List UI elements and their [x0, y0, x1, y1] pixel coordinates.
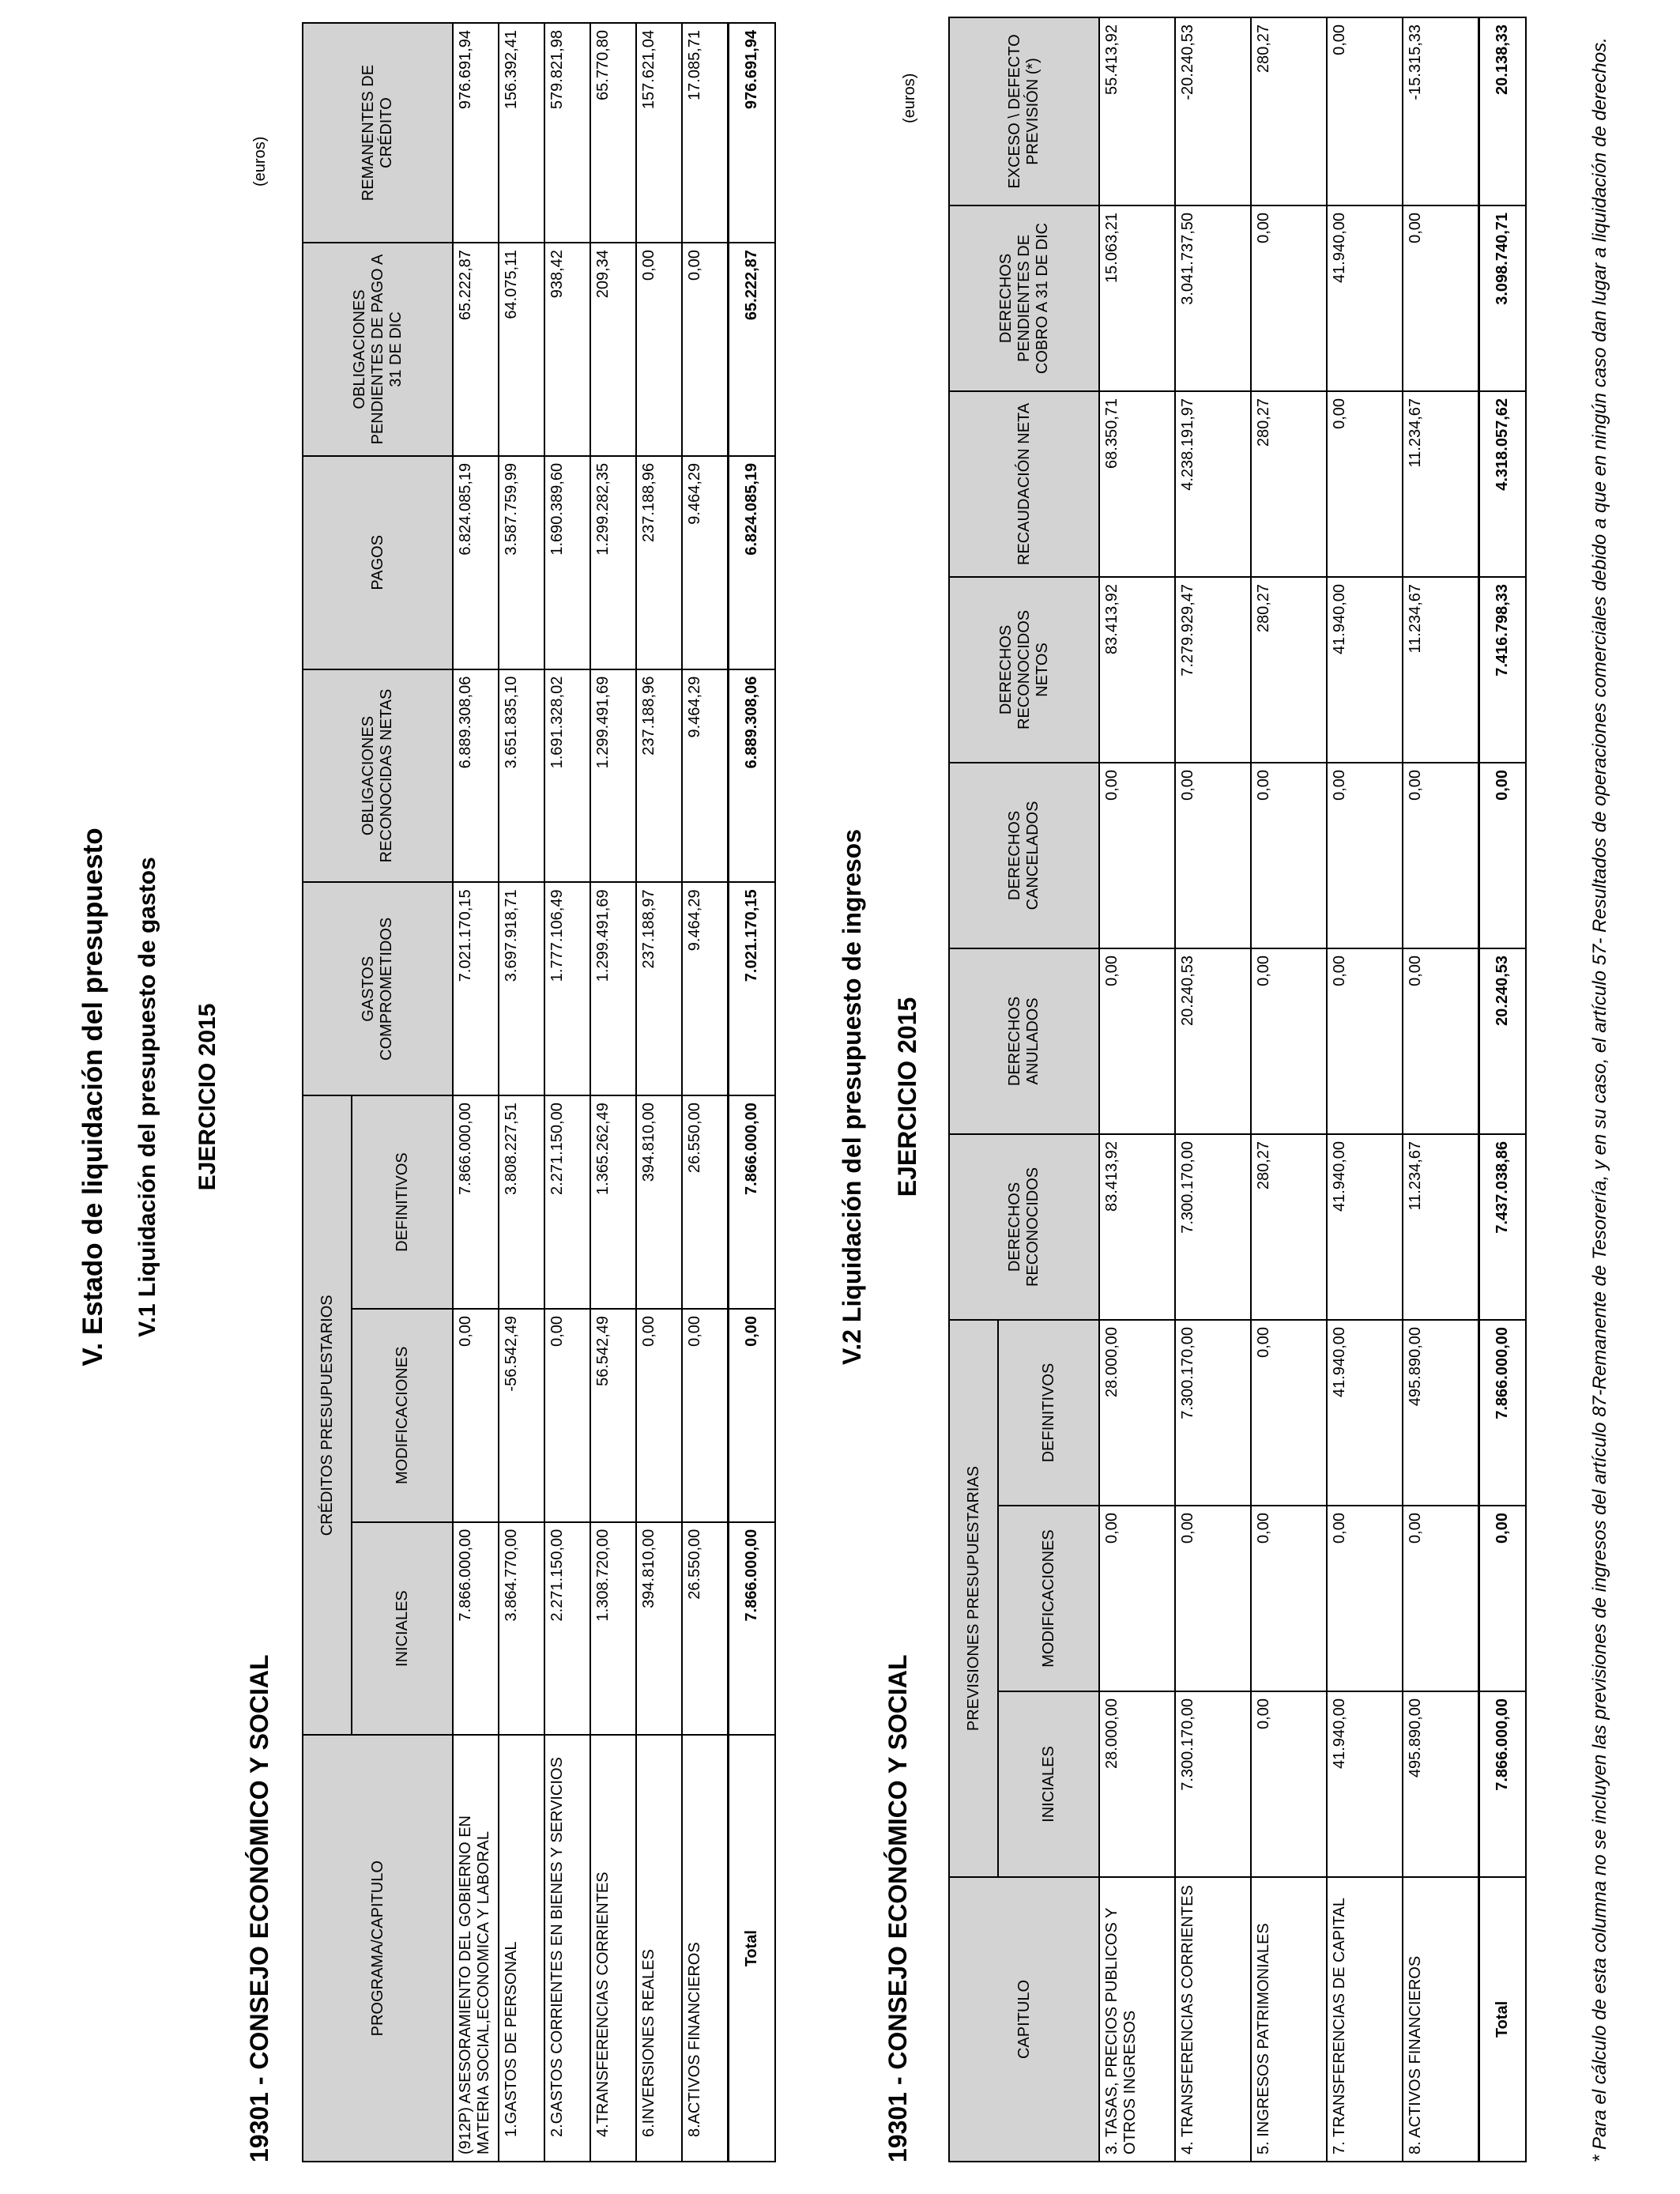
cell-value: 0,00 [636, 1309, 682, 1522]
footnote: * Para el cálculo de esta columna no se incluyen las previsiones de ingresos del artículo 87-Remanente de Tesorería, y en su caso, el artículo 57- Resultados de operaciones comerciales debido a que en ningún caso dan lugar a liquidación de derechos. [1589, 37, 1610, 2162]
cell-value: 0,00 [453, 1309, 499, 1522]
section1-ejercicio: EJERCICIO 2015 [194, 1003, 220, 1191]
cell-value: 68.350,71 [1099, 391, 1175, 577]
table-row [1327, 17, 1403, 2162]
header-exceso-defecto: EXCESO \ DEFECTO PREVISIÓN (*) [949, 17, 1099, 205]
cell-value: 1.299.491,69 [590, 669, 636, 883]
cell-value: 41.940,00 [1327, 1320, 1403, 1506]
total-value: 0,00 [728, 1309, 775, 1522]
cell-value: 56.542,49 [590, 1309, 636, 1522]
document-title: V. Estado de liquidación del presupuesto [77, 827, 108, 1367]
header-recaudacion-neta: RECAUDACIÓN NETA [949, 391, 1099, 577]
total-row [728, 23, 775, 2162]
total-value: 7.416.798,33 [1478, 577, 1526, 763]
cell-value: 9.464,29 [682, 882, 728, 1095]
cell-value: 11.234,67 [1403, 391, 1478, 577]
cell-value: 0,00 [1175, 763, 1251, 948]
header-gastos-comprometidos: GASTOS COMPROMETIDOS [303, 882, 453, 1095]
row-label: (912P) ASESORAMIENTO DEL GOBIERNO EN MATERIA SOCIAL,ECONOMICA Y LABORAL [453, 1735, 499, 2162]
cell-value: 17.085,71 [682, 23, 728, 243]
cell-value: 280,27 [1251, 577, 1327, 763]
section2-units: (euros) [901, 73, 918, 123]
cell-value: 0,00 [1251, 763, 1327, 948]
cell-value: 237.188,96 [636, 456, 682, 669]
table-row [1175, 17, 1251, 2162]
header-derechos-reconocidos: DERECHOS RECONOCIDOS [949, 1134, 1099, 1320]
cell-value: 0,00 [1403, 948, 1478, 1134]
cell-value: 394.810,00 [636, 1095, 682, 1309]
total-value: 0,00 [1478, 1506, 1526, 1691]
cell-value: 0,00 [1327, 948, 1403, 1134]
header-definitivos: DEFINITIVOS [998, 1320, 1099, 1506]
cell-value: 280,27 [1251, 1134, 1327, 1320]
row-label: 6.INVERSIONES REALES [636, 1735, 682, 2162]
cell-value: 3.808.227,51 [499, 1095, 544, 1309]
header-programa: PROGRAMA/CAPITULO [303, 1735, 453, 2162]
section2-title: V.2 Liquidación del presupuesto de ingresos [838, 828, 866, 1366]
header-derechos-netos: DERECHOS RECONOCIDOS NETOS [949, 577, 1099, 763]
cell-value: 495.890,00 [1403, 1691, 1478, 1877]
cell-value: -20.240,53 [1175, 17, 1251, 205]
total-value: 65.222,87 [728, 243, 775, 456]
table-row [682, 23, 728, 2162]
row-label: 1.GASTOS DE PERSONAL [499, 1735, 544, 2162]
total-value: 976.691,94 [728, 23, 775, 243]
cell-value: 579.821,98 [544, 23, 590, 243]
section1-units: (euros) [251, 136, 269, 187]
cell-value: -15.315,33 [1403, 17, 1478, 205]
header-obligaciones-pendientes: OBLIGACIONES PENDIENTES DE PAGO A 31 DE DIC [303, 243, 453, 456]
cell-value: 976.691,94 [453, 23, 499, 243]
cell-value: 6.824.085,19 [453, 456, 499, 669]
cell-value: 0,00 [682, 1309, 728, 1522]
header-iniciales: INICIALES [352, 1522, 453, 1736]
cell-value: 7.300.170,00 [1175, 1320, 1251, 1506]
table-row [1099, 17, 1175, 2162]
row-label: 2.GASTOS CORRIENTES EN BIENES Y SERVICIOS [544, 1735, 590, 2162]
cell-value: 0,00 [1327, 17, 1403, 205]
cell-value: 20.240,53 [1175, 948, 1251, 1134]
table-row [1403, 17, 1478, 2162]
row-label: 4. TRANSFERENCIAS CORRIENTES [1175, 1877, 1251, 2162]
cell-value: 1.777.106,49 [544, 882, 590, 1095]
header-derechos-pendientes: DERECHOS PENDIENTES DE COBRO A 31 DE DIC [949, 205, 1099, 391]
cell-value: 0,00 [1403, 1506, 1478, 1691]
row-label: 3. TASAS, PRECIOS PUBLICOS Y OTROS INGRESOS [1099, 1877, 1175, 2162]
header-creditos-group: CRÉDITOS PRESUPUESTARIOS [303, 1095, 352, 1735]
cell-value: 11.234,67 [1403, 1134, 1478, 1320]
cell-value: 28.000,00 [1099, 1691, 1175, 1877]
cell-value: 41.940,00 [1327, 1691, 1403, 1877]
cell-value: 9.464,29 [682, 669, 728, 883]
cell-value: 26.550,00 [682, 1095, 728, 1309]
cell-value: 3.864.770,00 [499, 1522, 544, 1736]
total-value: 7.866.000,00 [1478, 1320, 1526, 1506]
cell-value: 7.021.170,15 [453, 882, 499, 1095]
cell-value: 1.308.720,00 [590, 1522, 636, 1736]
header-derechos-anulados: DERECHOS ANULADOS [949, 948, 1099, 1134]
total-label: Total [728, 1735, 775, 2162]
cell-value: 0,00 [1403, 205, 1478, 391]
row-label: 7. TRANSFERENCIAS DE CAPITAL [1327, 1877, 1403, 2162]
cell-value: 15.063,21 [1099, 205, 1175, 391]
cell-value: 237.188,96 [636, 669, 682, 883]
cell-value: 0,00 [1251, 1691, 1327, 1877]
cell-value: 0,00 [636, 243, 682, 456]
header-previsiones-group: PREVISIONES PRESUPUESTARIAS [949, 1320, 998, 1877]
section1-organismo: 19301 - CONSEJO ECONÓMICO Y SOCIAL [245, 1654, 273, 2162]
cell-value: 237.188,97 [636, 882, 682, 1095]
section1-title: V.1 Liquidación del presupuesto de gastos [134, 857, 160, 1337]
cell-value: 2.271.150,00 [544, 1095, 590, 1309]
row-label: 8. ACTIVOS FINANCIEROS [1403, 1877, 1478, 2162]
header-modificaciones: MODIFICACIONES [998, 1506, 1099, 1691]
table-row [544, 23, 590, 2162]
cell-value: 0,00 [1403, 763, 1478, 948]
cell-value: 2.271.150,00 [544, 1522, 590, 1736]
header-derechos-cancelados: DERECHOS CANCELADOS [949, 763, 1099, 948]
cell-value: 0,00 [1251, 205, 1327, 391]
total-value: 6.889.308,06 [728, 669, 775, 883]
total-label: Total [1478, 1877, 1526, 2162]
cell-value: 0,00 [1251, 1320, 1327, 1506]
table-row [453, 23, 499, 2162]
cell-value: 41.940,00 [1327, 205, 1403, 391]
table-row [590, 23, 636, 2162]
ingresos-table [948, 17, 1527, 2162]
cell-value: 0,00 [544, 1309, 590, 1522]
total-value: 7.021.170,15 [728, 882, 775, 1095]
header-definitivos: DEFINITIVOS [352, 1095, 453, 1309]
cell-value: 3.651.835,10 [499, 669, 544, 883]
cell-value: 1.299.491,69 [590, 882, 636, 1095]
header-remanentes: REMANENTES DE CRÉDITO [303, 23, 453, 243]
cell-value: 1.299.282,35 [590, 456, 636, 669]
cell-value: 280,27 [1251, 17, 1327, 205]
header-modificaciones: MODIFICACIONES [352, 1309, 453, 1522]
header-iniciales: INICIALES [998, 1691, 1099, 1877]
table-row [1251, 17, 1327, 2162]
cell-value: 495.890,00 [1403, 1320, 1478, 1506]
cell-value: 3.041.737,50 [1175, 205, 1251, 391]
total-value: 20.240,53 [1478, 948, 1526, 1134]
total-value: 7.866.000,00 [1478, 1691, 1526, 1877]
cell-value: 0,00 [1327, 763, 1403, 948]
row-label: 8.ACTIVOS FINANCIEROS [682, 1735, 728, 2162]
cell-value: 7.866.000,00 [453, 1095, 499, 1309]
header-capitulo: CAPITULO [949, 1877, 1099, 2162]
cell-value: 7.866.000,00 [453, 1522, 499, 1736]
cell-value: 65.222,87 [453, 243, 499, 456]
cell-value: 157.621,04 [636, 23, 682, 243]
cell-value: 0,00 [1099, 1506, 1175, 1691]
cell-value: 1.691.328,02 [544, 669, 590, 883]
cell-value: 4.238.191,97 [1175, 391, 1251, 577]
total-value: 0,00 [1478, 763, 1526, 948]
cell-value: 6.889.308,06 [453, 669, 499, 883]
total-value: 4.318.057,62 [1478, 391, 1526, 577]
cell-value: 3.587.759,99 [499, 456, 544, 669]
cell-value: 3.697.918,71 [499, 882, 544, 1095]
cell-value: 41.940,00 [1327, 1134, 1403, 1320]
cell-value: 83.413,92 [1099, 577, 1175, 763]
cell-value: 7.300.170,00 [1175, 1134, 1251, 1320]
cell-value: 280,27 [1251, 391, 1327, 577]
row-label: 5. INGRESOS PATRIMONIALES [1251, 1877, 1327, 2162]
total-value: 7.866.000,00 [728, 1095, 775, 1309]
cell-value: 7.279.929,47 [1175, 577, 1251, 763]
cell-value: 7.300.170,00 [1175, 1691, 1251, 1877]
cell-value: 26.550,00 [682, 1522, 728, 1736]
total-value: 7.437.038,86 [1478, 1134, 1526, 1320]
cell-value: 11.234,67 [1403, 577, 1478, 763]
cell-value: 83.413,92 [1099, 1134, 1175, 1320]
cell-value: 55.413,92 [1099, 17, 1175, 205]
table-row [499, 23, 544, 2162]
cell-value: 0,00 [1099, 948, 1175, 1134]
cell-value: 0,00 [1327, 391, 1403, 577]
cell-value: 0,00 [1175, 1506, 1251, 1691]
total-value: 7.866.000,00 [728, 1522, 775, 1736]
cell-value: 65.770,80 [590, 23, 636, 243]
section2-ejercicio: EJERCICIO 2015 [893, 997, 921, 1197]
cell-value: 0,00 [1327, 1506, 1403, 1691]
header-obligaciones-reconocidas: OBLIGACIONES RECONOCIDAS NETAS [303, 669, 453, 883]
total-value: 20.138,33 [1478, 17, 1526, 205]
cell-value: 9.464,29 [682, 456, 728, 669]
header-pagos: PAGOS [303, 456, 453, 669]
cell-value: 209,34 [590, 243, 636, 456]
section2-organismo: 19301 - CONSEJO ECONÓMICO Y SOCIAL [883, 1654, 912, 2162]
cell-value: 0,00 [1099, 763, 1175, 948]
cell-value: 28.000,00 [1099, 1320, 1175, 1506]
gastos-table [302, 22, 776, 2162]
cell-value: 938,42 [544, 243, 590, 456]
cell-value: 1.365.262,49 [590, 1095, 636, 1309]
cell-value: 0,00 [1251, 1506, 1327, 1691]
cell-value: 0,00 [1251, 948, 1327, 1134]
total-row [1478, 17, 1526, 2162]
cell-value: 64.075,11 [499, 243, 544, 456]
cell-value: 394.810,00 [636, 1522, 682, 1736]
total-value: 3.098.740,71 [1478, 205, 1526, 391]
cell-value: -56.542,49 [499, 1309, 544, 1522]
total-value: 6.824.085,19 [728, 456, 775, 669]
cell-value: 1.690.389,60 [544, 456, 590, 669]
table-row [636, 23, 682, 2162]
cell-value: 41.940,00 [1327, 577, 1403, 763]
cell-value: 0,00 [682, 243, 728, 456]
row-label: 4.TRANSFERENCIAS CORRIENTES [590, 1735, 636, 2162]
cell-value: 156.392,41 [499, 23, 544, 243]
